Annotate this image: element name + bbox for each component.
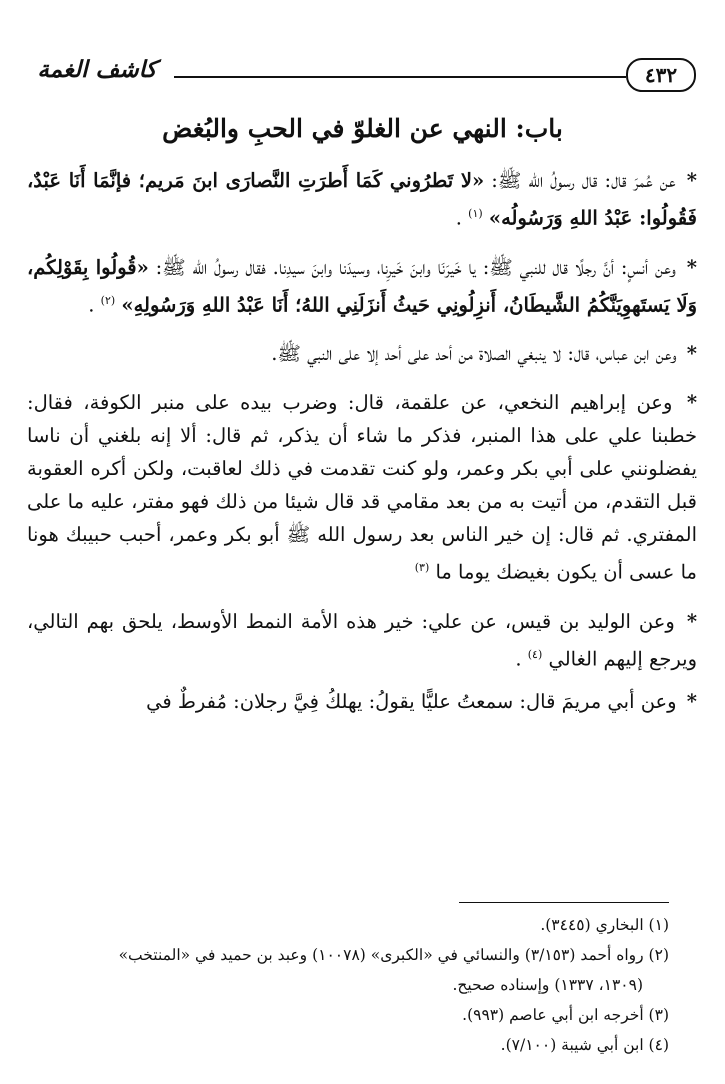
footnote-ref: (٣): [414, 561, 430, 574]
footnotes: [29, 910, 669, 1060]
paragraph-star: *: [686, 255, 697, 279]
paragraph-text: وعن أنسٍ: أنَّ رجلًا قال للنبي ﷺ: يا خَيرَنَا وابنَ خَيرِنا، وسيدَنا وابنَ سيدِنا. فقال رسولُ الله ﷺ:: [148, 255, 676, 279]
footnote-separator: [459, 902, 669, 903]
paragraph-text: وعن ابن عباس، قال: لا ينبغي الصلاة من أحد على أحد إلا على النبي ﷺ.: [271, 342, 677, 365]
body-text: [27, 164, 697, 734]
paragraph-6: [27, 685, 697, 718]
paragraph-star: *: [686, 169, 697, 192]
paragraph-2: [27, 251, 697, 322]
page-number: ٤٣٢: [644, 63, 678, 87]
paragraph-text: عن عُمرَ قال: قال رسولُ الله ﷺ:: [484, 169, 676, 192]
footnote-2-continuation: (١٣٠٩، ١٣٣٧) وإسناده صحيح.: [452, 976, 643, 994]
paragraph-text: وعن إبراهيم النخعي، عن علقمة، قال: وضرب بيده على منبر الكوفة، فقال: خطبنا علي على هذا المنبر، فذكر ما شاء أن يذكر، ثم قال: ألا إنه بلغني أن ناسا يفضلونني على أبي بكر وعمر، ولو كنت تقدمت في ذلك لعاقبت، ولكن أكره العقوبة قبل التقدم، من أتيت به من بعد مقامي قد قال شيئا من ذلك فهو مفتر، عليه ما على المفتري. ثم قال: إن خير الناس بعد رسول الله ﷺ أبو بكر وعمر، أحبب حبيبك هونا ما عسى أن يكون بغيضك يوما ما: [27, 391, 697, 584]
book-title: كاشف الغمة: [37, 56, 157, 83]
footnote-ref: (٤): [527, 647, 543, 661]
header-rule: [174, 76, 626, 78]
paragraph-text: وعن الوليد بن قيس، عن علي: خير هذه الأمة النمط الأوسط، يلحق بهم التالي، ويرجع إليهم الغالي: [27, 609, 697, 670]
footnote-1: (١) البخاري (٣٤٤٥).: [540, 916, 669, 934]
hadith-quote: «قُولُوا بِقَوْلِكُم، وَلَا يَستَهوِيَنَّكُمُ الشَّيطَانُ، أَنزِلُونِي حَيثُ أَنزَلَنِي اللهُ؛ أَنَا عَبْدُ اللهِ وَرَسُولِهِ»: [27, 255, 697, 316]
paragraph-end: .: [455, 206, 462, 230]
paragraph-star: *: [686, 391, 698, 414]
paragraph-star: *: [686, 690, 697, 713]
chapter-title: باب: النهي عن الغلوّ في الحبِ والبُغض: [162, 114, 563, 143]
hadith-quote: «لا تَطرُوني كَمَا أَطرَتِ النَّصارَى ابنَ مَريم؛ فإنَّمَا أَنَا عَبْدٌ، فَقُولُوا: عَبْدُ اللهِ وَرَسُولُه»: [27, 169, 697, 230]
paragraph-text: وعن أبي مريمَ قال: سمعتُ عليًّا يقولُ: يهلكُ فِيَّ رجلان: مُفرطٌ في: [146, 690, 677, 713]
footnote-4: (٤) ابن أبي شيبة (٧/١٠٠).: [500, 1036, 669, 1054]
paragraph-end: .: [515, 647, 522, 670]
footnote-2: (٢) رواه أحمد (٣/١٥٣) والنسائي في «الكبرى» (١٠٠٧٨) وعبد بن حميد في «المنتخب»: [118, 946, 669, 964]
paragraph-4: [27, 386, 697, 589]
page-number-badge: [626, 58, 696, 92]
paragraph-end: .: [88, 293, 95, 316]
paragraph-star: *: [686, 342, 697, 365]
paragraph-star: *: [686, 609, 698, 633]
paragraph-5: [27, 605, 697, 676]
footnote-ref: (١): [468, 207, 483, 220]
footnote-3: (٣) أخرجه ابن أبي عاصم (٩٩٣).: [462, 1006, 669, 1024]
paragraph-3: [27, 337, 697, 370]
running-header: [24, 56, 696, 96]
paragraph-1: [27, 164, 697, 235]
footnote-ref: (٢): [100, 293, 116, 307]
